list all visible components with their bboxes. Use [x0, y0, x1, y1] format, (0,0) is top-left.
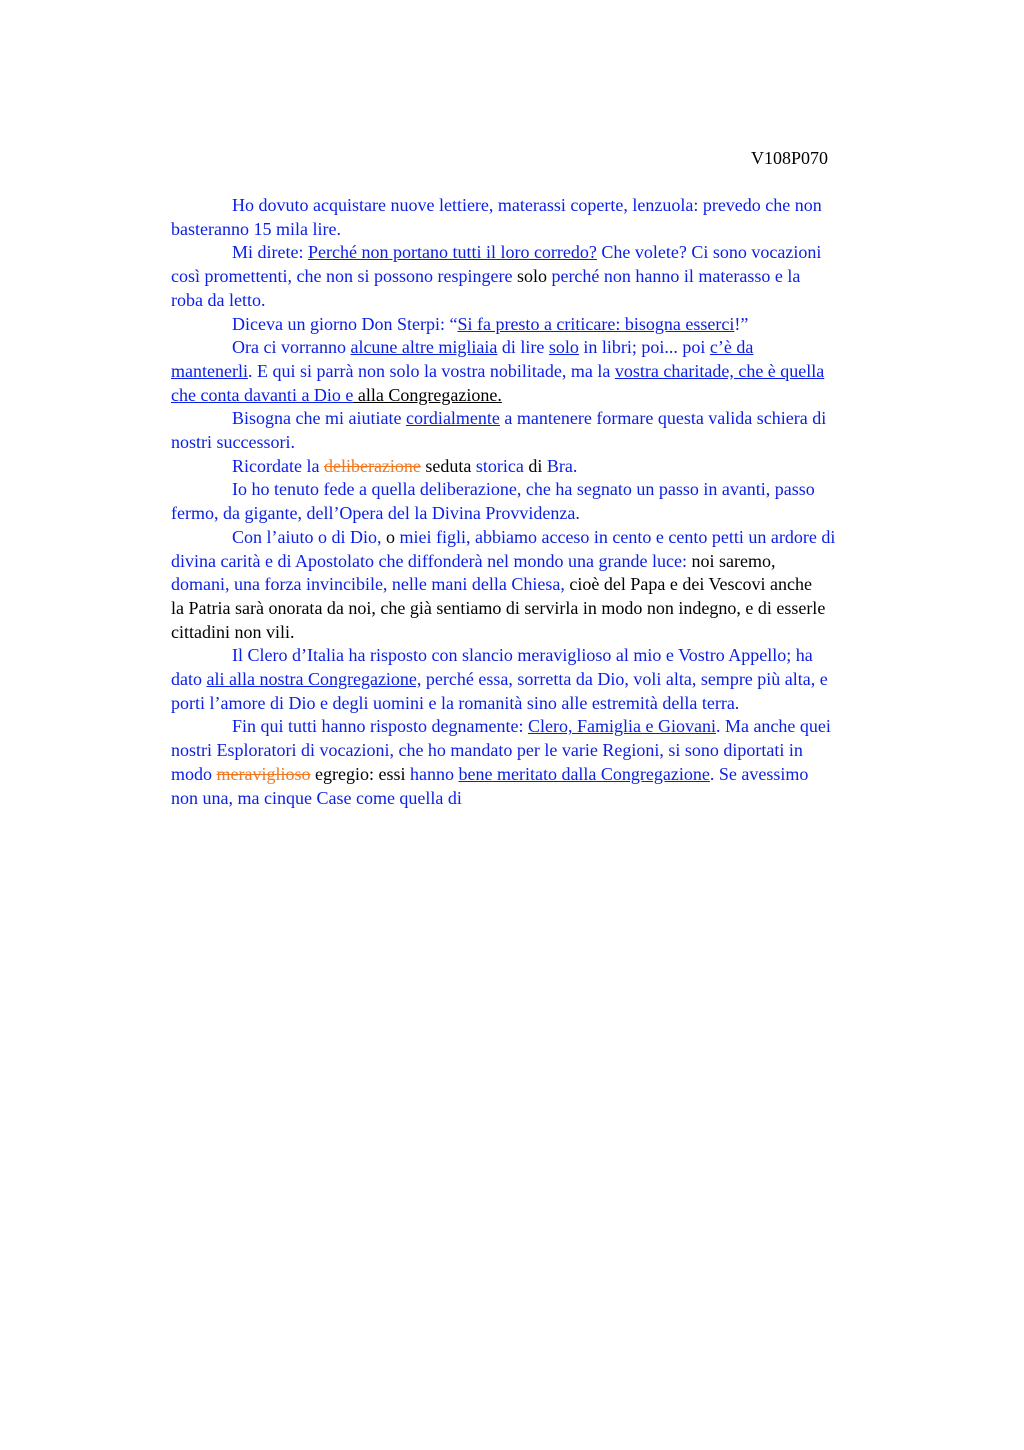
- paragraph-first-line: [171, 478, 927, 502]
- paragraph-line: [171, 431, 927, 455]
- inserted-text: Mi direte:: [232, 242, 308, 263]
- inserted-text: perché essa, sorretta da Dio, voli alta, sempre più alta, e: [421, 669, 828, 690]
- original-text: seduta: [420, 455, 476, 476]
- original-text: o: [386, 526, 395, 547]
- inserted-text: fermo, da gigante, dell’Opera del la Divina Provvidenza.: [171, 503, 580, 524]
- paragraph-line: [171, 550, 927, 574]
- inserted-text: così promettenti, che non si possono respingere: [171, 266, 517, 287]
- inserted-text: roba da letto.: [171, 289, 266, 310]
- inserted-text: Il Clero d’Italia ha risposto con slancio meraviglioso al mio e Vostro Appello; ha: [232, 645, 813, 666]
- inserted-text: in libri; poi... poi: [578, 337, 710, 358]
- original-text: di: [523, 455, 547, 476]
- inserted-text: Bra.: [546, 455, 578, 476]
- inserted-text: domani, una forza invincibile, nelle mani della Chiesa,: [171, 574, 570, 595]
- inserted-text: miei figli, abbiamo acceso in cento e cento petti un ardore di: [395, 526, 836, 547]
- inserted-text: Diceva un giorno Don Sterpi: “: [232, 313, 458, 334]
- inserted-text: Che volete? Ci sono vocazioni: [596, 242, 822, 263]
- inserted-text: Io ho tenuto fede a quella deliberazione, che ha segnato un passo in avanti, passo: [232, 479, 815, 500]
- paragraph-line: [171, 597, 927, 621]
- underlined-text: cordialmente: [405, 408, 500, 429]
- paragraph-first-line: [171, 407, 927, 431]
- inserted-text: di lire: [497, 337, 549, 358]
- original-text: cioè del Papa e dei Vescovi anche: [569, 574, 812, 595]
- paragraph-first-line: [171, 455, 927, 479]
- inserted-text: porti l’amore di Dio e degli uomini e la romanità sino alle estremità della terra.: [171, 692, 740, 713]
- underlined-text: Si fa presto a criticare: bisogna esserci: [457, 313, 735, 334]
- paragraph-line: [171, 739, 927, 763]
- underlined-text: c’è da: [709, 337, 754, 358]
- inserted-text: Bisogna che mi aiutiate: [232, 408, 406, 429]
- paragraph-first-line: [171, 336, 927, 360]
- paragraph-line: [171, 668, 927, 692]
- inserted-text: dato: [171, 669, 207, 690]
- inserted-text: nostri Esploratori di vocazioni, che ho mandato per le varie Regioni, si sono diportati in: [171, 740, 803, 761]
- underlined-text: mantenerli: [171, 360, 248, 381]
- underlined-text: Perché non portano tutti il loro corredo?: [307, 242, 597, 263]
- underlined-text: Clero, Famiglia e Giovani: [527, 716, 716, 737]
- deleted-text: deliberazione: [323, 455, 421, 476]
- paragraph-line: [171, 763, 927, 787]
- document-body: [171, 194, 927, 810]
- paragraph-line: [171, 502, 927, 526]
- inserted-text: hanno: [409, 763, 459, 784]
- inserted-text: basteranno 15 mila lire.: [171, 218, 341, 239]
- original-text: noi saremo,: [691, 550, 776, 571]
- inserted-text: . Ma anche quei: [715, 716, 831, 737]
- original-text: solo: [516, 266, 547, 287]
- paragraph-line: [171, 265, 927, 289]
- paragraph-first-line: [171, 194, 927, 218]
- underlined-text: che conta davanti a Dio e: [171, 384, 354, 405]
- paragraph-first-line: [171, 241, 927, 265]
- paragraph-first-line: [171, 313, 927, 337]
- inserted-text: . E qui si parrà non solo la vostra nobilitade, ma la: [247, 360, 615, 381]
- paragraph-line: [171, 360, 927, 384]
- inserted-text: perché non hanno il materasso e la: [546, 266, 801, 287]
- paragraph-line: [171, 289, 927, 313]
- inserted-text: Ho dovuto acquistare nuove lettiere, materassi coperte, lenzuola: prevedo che non: [232, 195, 822, 215]
- inserted-text: Ora ci vorranno: [232, 337, 351, 358]
- inserted-text: . Se avessimo: [709, 763, 809, 784]
- inserted-text: modo: [171, 763, 217, 784]
- inserted-text: storica: [475, 455, 524, 476]
- inserted-text: a mantenere formare questa valida schiera di: [499, 408, 827, 429]
- paragraph-line: [171, 573, 927, 597]
- paragraph-line: [171, 384, 927, 408]
- inserted-text: Ricordate la: [232, 455, 324, 476]
- original-text: la Patria sarà onorata da noi, che già sentiamo di servirla in modo non indegno, e di esserle: [171, 597, 826, 618]
- underlined-text: vostra charitade, che è quella: [614, 360, 825, 381]
- original-text: egregio: essi: [310, 763, 410, 784]
- paragraph-first-line: [171, 644, 927, 668]
- inserted-text: nostri successori.: [171, 432, 295, 453]
- page-code: V108P070: [751, 148, 829, 168]
- deleted-text: meraviglioso: [216, 763, 311, 784]
- original-text: cittadini non vili.: [171, 621, 295, 642]
- underlined-text: alcune altre migliaia: [350, 337, 498, 358]
- underlined-text: solo: [548, 337, 579, 358]
- paragraph-line: [171, 218, 927, 242]
- inserted-text: Con l’aiuto o di Dio,: [232, 526, 386, 547]
- underlined-text: ali alla nostra Congregazione,: [206, 669, 422, 690]
- paragraph-line: [171, 787, 927, 811]
- inserted-text: Fin qui tutti hanno risposto degnamente:: [232, 716, 528, 737]
- paragraph-line: [171, 621, 927, 645]
- underlined-text: alla Congregazione.: [353, 384, 502, 405]
- inserted-text: divina carità e di Apostolato che diffonderà nel mondo una grande luce:: [171, 550, 692, 571]
- inserted-text: !”: [734, 313, 749, 334]
- inserted-text: non una, ma cinque Case come quella di: [171, 787, 462, 808]
- paragraph-first-line: [171, 715, 927, 739]
- paragraph-line: [171, 692, 927, 716]
- paragraph-first-line: [171, 526, 927, 550]
- underlined-text: bene meritato dalla Congregazione: [458, 763, 710, 784]
